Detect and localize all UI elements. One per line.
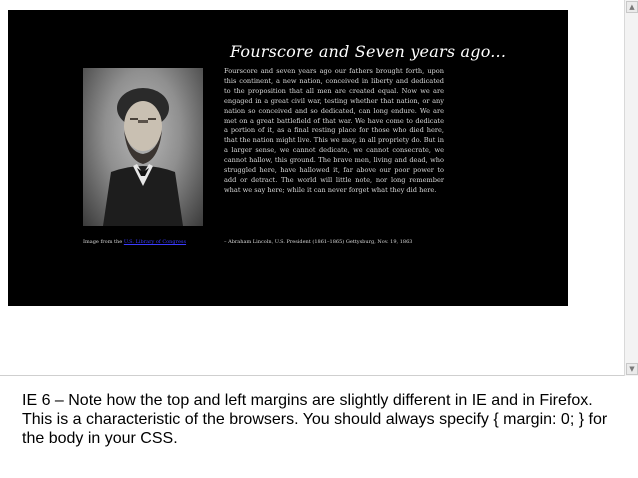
slide-caption: IE 6 – Note how the top and left margins are slightly different in IE and in Firefox. This is a characteristic of the browsers. You should always specify { margin: 0; } for the body in your CSS. (22, 392, 608, 447)
portrait-illustration (83, 68, 203, 226)
speech-heading: Fourscore and Seven years ago... (230, 42, 507, 61)
scroll-up-arrow-icon[interactable]: ▲ (626, 1, 638, 13)
image-credit-text: Image from the (83, 239, 124, 245)
speech-attribution: – Abraham Lincoln, U.S. President (1861–1865) Gettysburg, Nov. 19, 1863 (224, 239, 413, 245)
vertical-scrollbar[interactable] (624, 0, 638, 376)
page-content-panel (8, 10, 568, 306)
gettysburg-address-text: Fourscore and seven years ago our fathers brought forth, upon this continent, a new nation, conceived in liberty and dedicated to the proposition that all men are created equal. Now we are engaged in a great civil war, testing whether that nation, or any nation so conceived and so dedicated, can long endure. We are met on a great battlefield of that war. We have come to dedicate a portion of it, as a final resting place for those who died here, that the nation might live. This we may, in all propriety do. But in a larger sense, we cannot dedicate, we cannot consecrate, we cannot hallow, this ground. The brave men, living and dead, who struggled here, have hallowed it, far above our poor power to add or detract. The world will little note, nor long remember what we say here; while it can never forget what they did here. (224, 67, 444, 194)
library-of-congress-link[interactable]: U.S. Library of Congress (123, 239, 187, 245)
scroll-down-arrow-icon[interactable]: ▼ (626, 363, 638, 375)
image-credit (83, 239, 186, 245)
lincoln-portrait-image (83, 68, 203, 226)
